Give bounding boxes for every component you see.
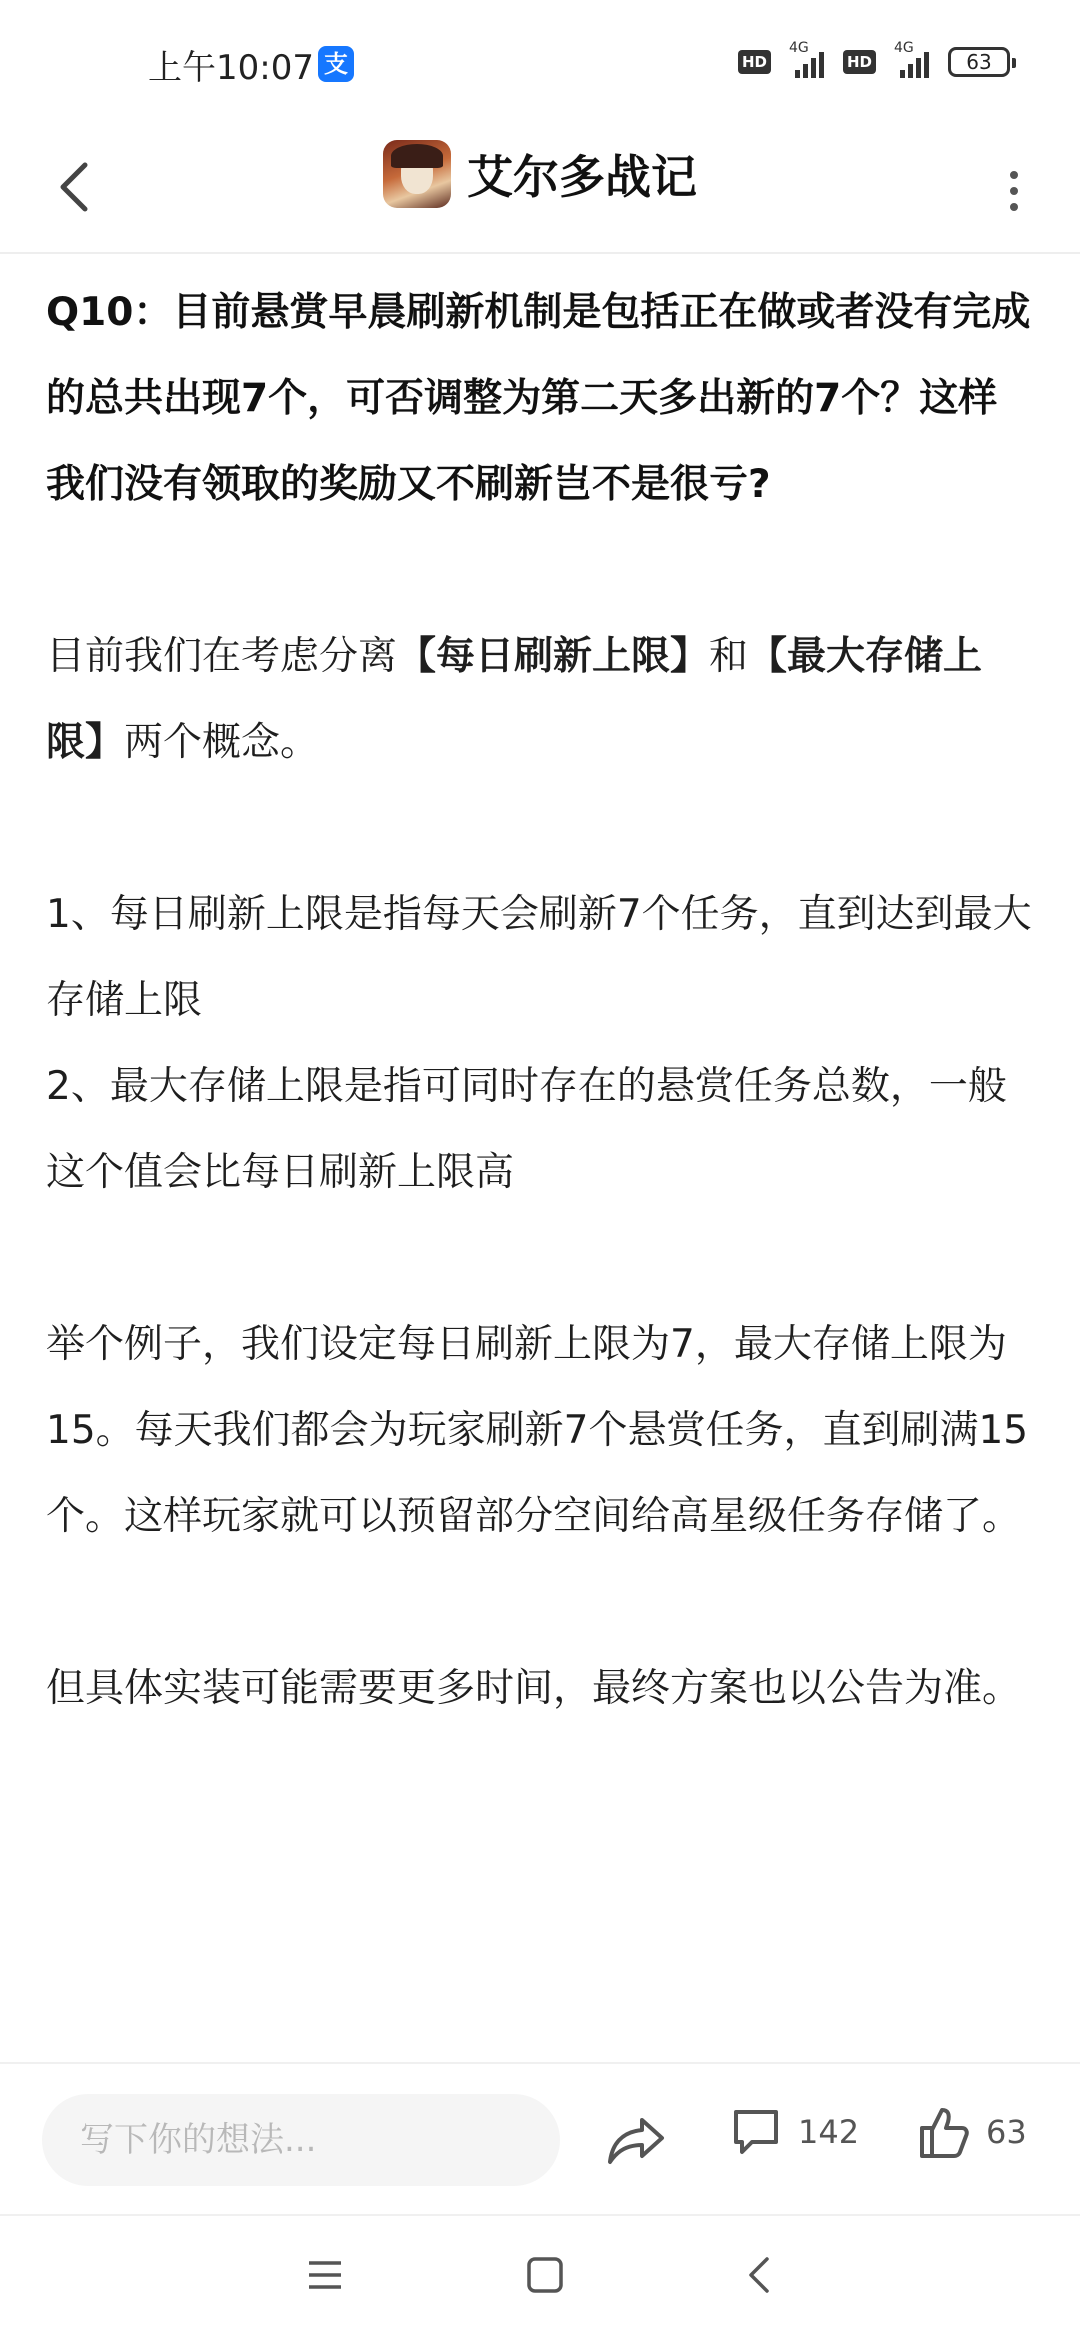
like-count: 63 xyxy=(986,2113,1027,2151)
text-segment: 目前我们在考虑分离 xyxy=(46,634,398,679)
back-triangle-icon xyxy=(745,2255,775,2295)
highlight-term: 【每日刷新上限】 xyxy=(397,634,710,679)
hd-badge: HD xyxy=(738,50,771,74)
status-indicators xyxy=(738,40,1010,80)
thumbs-up-icon xyxy=(918,2104,970,2160)
post-body xyxy=(46,270,1036,1732)
post-question: Q10：目前悬赏早晨刷新机制是包括正在做或者没有完成的总共出现7个，可否调整为第二天多出新的7个？这样我们没有领取的奖励又不刷新岂不是很亏? xyxy=(46,290,1031,507)
comment-input[interactable] xyxy=(42,2094,560,2186)
post-paragraph: 但具体实装可能需要更多时间，最终方案也以公告为准。 xyxy=(46,1666,1022,1711)
network-type-label: 4G xyxy=(894,40,914,56)
share-button[interactable] xyxy=(604,2108,668,2172)
text-segment: 和 xyxy=(709,634,749,679)
battery-icon xyxy=(948,47,1010,77)
forum-title-group[interactable] xyxy=(0,140,1080,208)
post-paragraph: 1、每日刷新上限是指每天会刷新7个任务，直到达到最大存储上限 xyxy=(46,892,1032,1023)
comment-count: 142 xyxy=(798,2113,860,2151)
forum-avatar xyxy=(383,140,451,208)
alipay-icon: 支 xyxy=(318,46,354,82)
battery-level: 63 xyxy=(966,50,992,74)
menu-icon xyxy=(305,2257,345,2293)
signal-icon xyxy=(781,40,833,80)
comment-icon xyxy=(730,2106,782,2158)
home-button[interactable] xyxy=(525,2255,565,2299)
post-paragraph: 举个例子，我们设定每日刷新上限为7，最大存储上限为15。每天我们都会为玩家刷新7个悬赏任务，直到刷满15个。这样玩家就可以预留部分空间给高星级任务存储了。 xyxy=(46,1322,1029,1539)
system-back-button[interactable] xyxy=(745,2255,775,2299)
more-button[interactable] xyxy=(994,156,1034,226)
hd-badge: HD xyxy=(843,50,876,74)
text-segment: 两个概念。 xyxy=(124,720,320,765)
signal-icon xyxy=(886,40,938,80)
menu-button[interactable] xyxy=(305,2257,345,2297)
status-bar xyxy=(0,0,1080,130)
share-icon xyxy=(604,2108,668,2172)
status-time: 上午10:07 xyxy=(148,48,314,88)
top-nav-bar xyxy=(0,130,1080,254)
highlight-term: 【最大存储上限】 xyxy=(46,634,983,765)
post-paragraph xyxy=(46,614,1036,786)
home-square-icon xyxy=(525,2255,565,2295)
comment-button[interactable] xyxy=(730,2106,859,2158)
more-vertical-icon xyxy=(1010,171,1018,179)
bottom-action-bar xyxy=(0,2062,1080,2216)
page-title: 艾尔多战记 xyxy=(467,150,697,204)
network-type-label: 4G xyxy=(788,40,809,56)
post-paragraph: 2、最大存储上限是指可同时存在的悬赏任务总数，一般这个值会比每日刷新上限高 xyxy=(46,1064,1007,1195)
like-button[interactable] xyxy=(918,2104,1027,2160)
system-nav-bar xyxy=(0,2214,1080,2340)
